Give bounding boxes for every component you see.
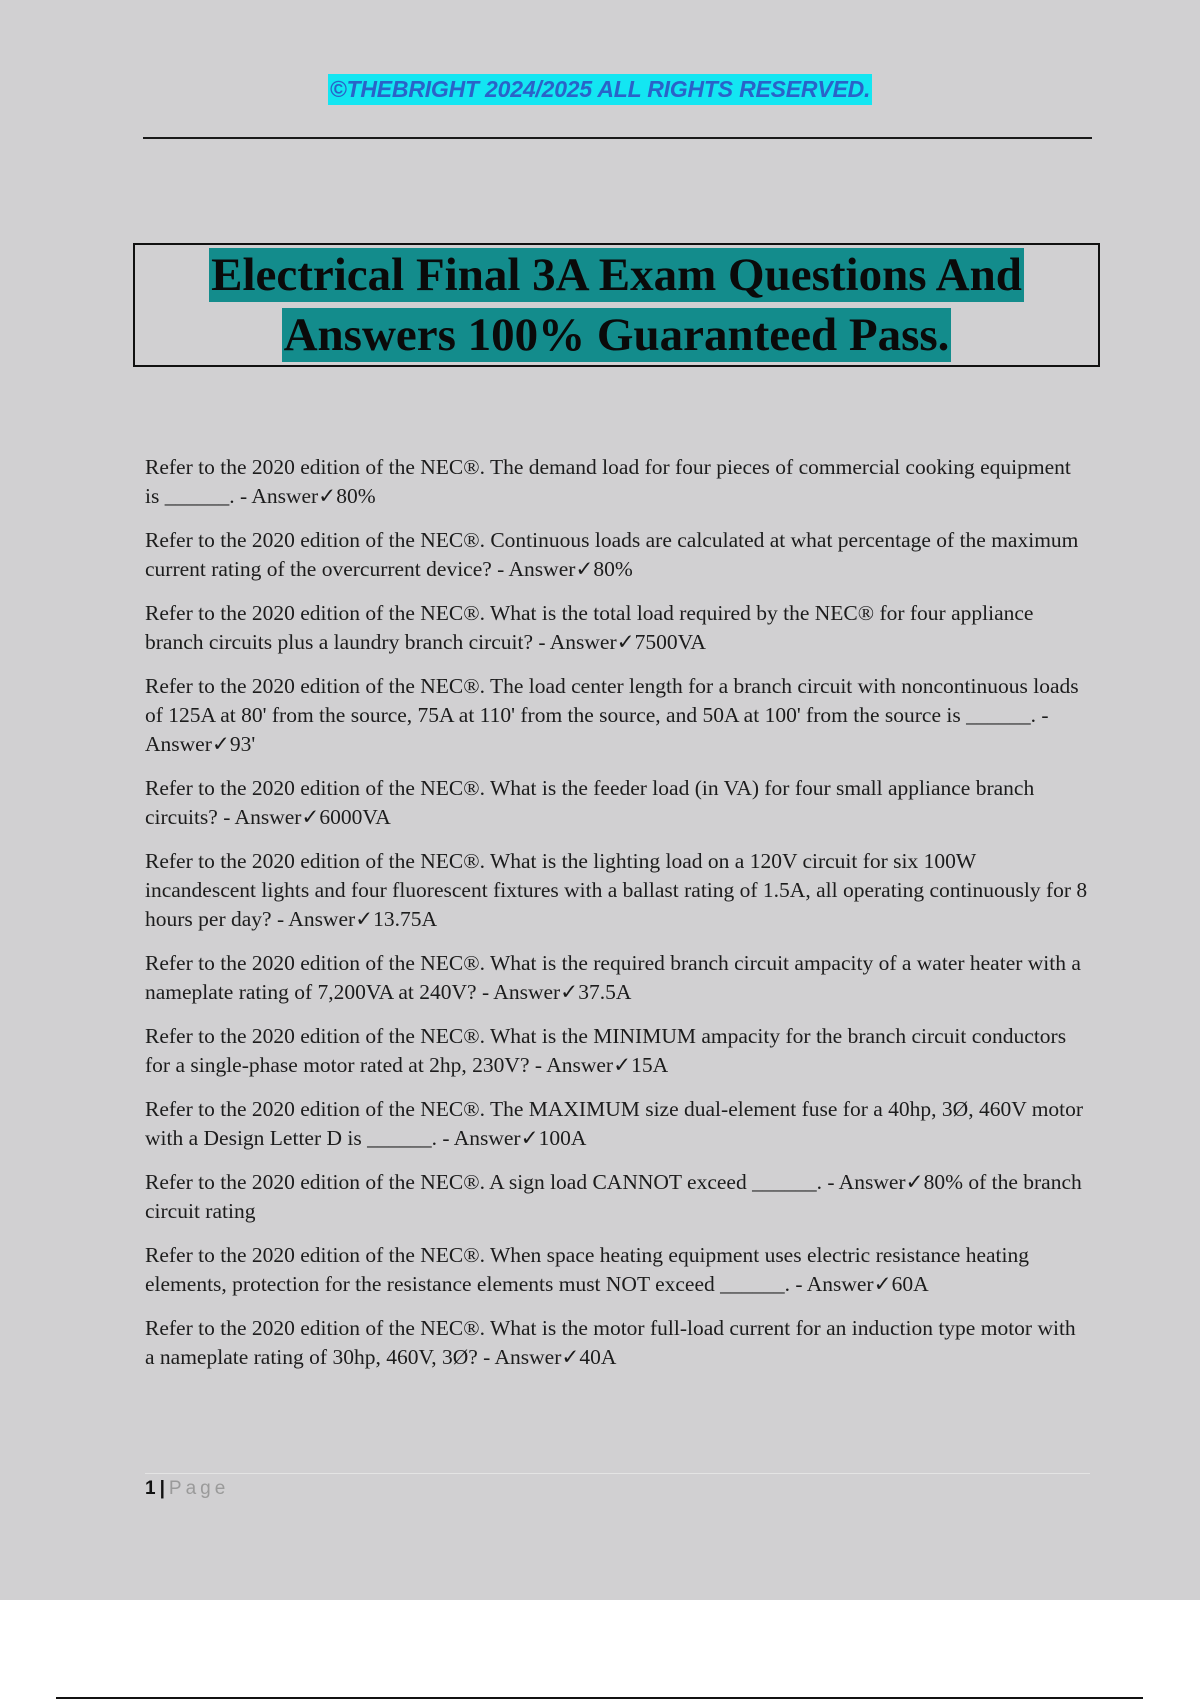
page-number: 1: [145, 1478, 156, 1499]
qa-item: Refer to the 2020 edition of the NEC®. What is the MINIMUM ampacity for the branch circuit conductors for a single-phase motor rated at 2hp, 230V? - Answer✓15A: [145, 1024, 1067, 1077]
qa-item: Refer to the 2020 edition of the NEC®. The demand load for four pieces of commercial cooking equipment is ______. - Answer✓80%: [145, 455, 1071, 508]
qa-item: Refer to the 2020 edition of the NEC®. What is the feeder load (in VA) for four small appliance branch circuits? - Answer✓6000VA: [145, 776, 1035, 829]
qa-item: Refer to the 2020 edition of the NEC®. The load center length for a branch circuit with noncontinuous loads of 125A at 80' from the source, 75A at 110' from the source, and 50A at 100' from the source is ______. - Answer✓93': [145, 674, 1079, 756]
title-box: [133, 243, 1100, 367]
qa-item: Refer to the 2020 edition of the NEC®. A sign load CANNOT exceed ______. - Answer✓80% of the branch circuit rating: [145, 1170, 1082, 1223]
qa-item: Refer to the 2020 edition of the NEC®. What is the lighting load on a 120V circuit for six 100W incandescent lights and four fluorescent fixtures with a ballast rating of 1.5A, all operating continuously for 8 hours per day? - Answer✓13.75A: [145, 849, 1088, 931]
header-divider: [143, 137, 1092, 139]
qa-item: Refer to the 2020 edition of the NEC®. What is the required branch circuit ampacity of a water heater with a nameplate rating of 7,200VA at 240V? - Answer✓37.5A: [145, 951, 1081, 1004]
copyright-text: ©THEBRIGHT 2024/2025 ALL RIGHTS RESERVED.: [328, 74, 872, 105]
qa-item: Refer to the 2020 edition of the NEC®. What is the motor full-load current for an induction type motor with a nameplate rating of 30hp, 460V, 3Ø? - Answer✓40A: [145, 1316, 1076, 1369]
page-separator: |: [159, 1478, 165, 1499]
qa-item: Refer to the 2020 edition of the NEC®. The MAXIMUM size dual-element fuse for a 40hp, 3Ø, 460V motor with a Design Letter D is ______. - Answer✓100A: [145, 1097, 1084, 1150]
page-label: Page: [168, 1478, 230, 1499]
qa-item: Refer to the 2020 edition of the NEC®. What is the total load required by the NEC® for four appliance branch circuits plus a laundry branch circuit? - Answer✓7500VA: [145, 601, 1034, 654]
qa-item: Refer to the 2020 edition of the NEC®. Continuous loads are calculated at what percentage of the maximum current rating of the overcurrent device? - Answer✓80%: [145, 528, 1079, 581]
page-footer: [145, 1473, 1090, 1500]
qa-item: Refer to the 2020 edition of the NEC®. When space heating equipment uses electric resistance heating elements, protection for the resistance elements must NOT exceed ______. - Answer✓60A: [145, 1243, 1030, 1296]
qa-list: [145, 453, 1090, 1387]
copyright-header: [0, 74, 1200, 105]
next-page-divider: [56, 1697, 1143, 1699]
title-line-1: Electrical Final 3A Exam Questions And: [211, 249, 1022, 301]
title-line-2: Answers 100% Guaranteed Pass.: [283, 309, 950, 361]
